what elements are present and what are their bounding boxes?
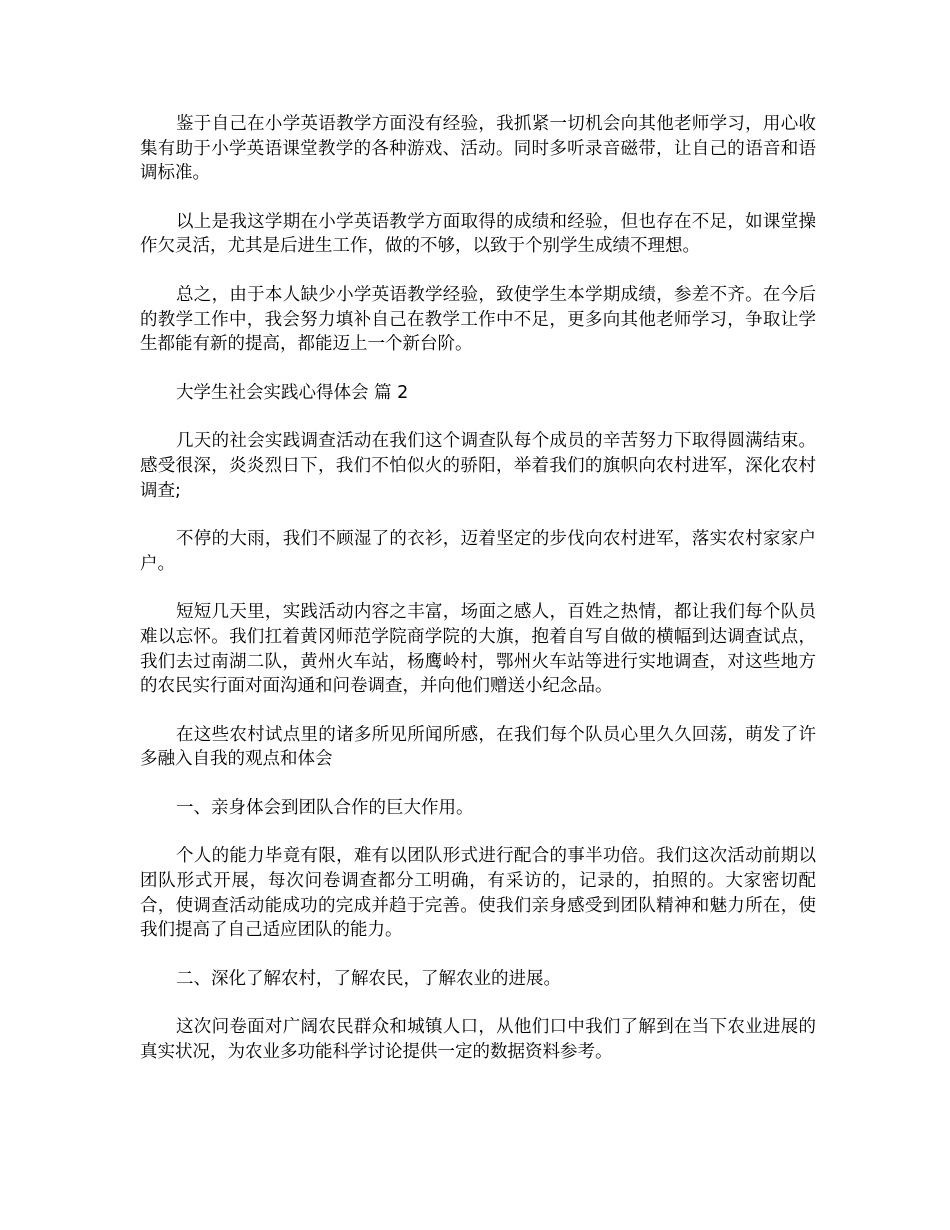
paragraph-7: 在这些农村试点里的诸多所见所闻所感，在我们每个队员心里久久回荡，萌发了许多融入自我的观点和体会 xyxy=(140,724,816,770)
subheading-1: 一、亲身体会到团队合作的巨大作用。 xyxy=(176,797,474,818)
paragraph-9: 这次问卷面对广阔农民群众和城镇人口，从他们口中我们了解到在当下农业进展的真实状况，为农业多功能科学讨论提供一定的数据资料参考。 xyxy=(140,1017,816,1063)
paragraph-1: 鉴于自己在小学英语教学方面没有经验，我抓紧一切机会向其他老师学习，用心收集有助于小学英语课堂教学的各种游戏、活动。同时多听录音磁带，让自己的语音和语调标准。 xyxy=(140,114,816,184)
paragraph-3: 总之，由于本人缺少小学英语教学经验，致使学生本学期成绩，参差不齐。在今后的教学工作中，我会努力填补自己在教学工作中不足，更多向其他老师学习，争取让学生都能有新的提高，都能迈上一个新台阶。 xyxy=(140,284,816,355)
paragraph-4: 几天的社会实践调查活动在我们这个调查队每个成员的辛苦努力下取得圆满结束。感受很深，炎炎烈日下，我们不怕似火的骄阳，举着我们的旗帜向农村进军，深化农村调查; xyxy=(140,431,816,501)
document-page xyxy=(140,112,816,1089)
paragraph-8: 个人的能力毕竟有限，难有以团队形式进行配合的事半功倍。我们这次活动前期以团队形式开展，每次问卷调查都分工明确，有采访的，记录的，拍照的。大家密切配合，使调查活动能成功的完成并趋于完善。使我们亲身感受到团队精神和魅力所在，使我们提高了自己适应团队的能力。 xyxy=(140,846,816,941)
paragraph-6: 短短几天里，实践活动内容之丰富，场面之感人，百姓之热情，都让我们每个队员难以忘怀。我们扛着黄冈师范学院商学院的大旗，抱着自写自做的横幅到达调查试点，我们去过南湖二队，黄州火车站，杨鹰岭村，鄂州火车站等进行实地调查，对这些地方的农民实行面对面沟通和问卷调查，并向他们赠送小纪念品。 xyxy=(140,602,816,697)
paragraph-2: 以上是我这学期在小学英语教学方面取得的成绩和经验，但也存在不足，如课堂操作欠灵活，尤其是后进生工作，做的不够，以致于个别学生成绩不理想。 xyxy=(140,211,816,257)
section-heading: 大学生社会实践心得体会 篇 2 xyxy=(176,382,409,403)
paragraph-5: 不停的大雨，我们不顾湿了的衣衫，迈着坚定的步伐向农村进军，落实农村家家户户。 xyxy=(140,529,816,574)
subheading-2: 二、深化了解农村，了解农民，了解农业的进展。 xyxy=(176,968,561,989)
